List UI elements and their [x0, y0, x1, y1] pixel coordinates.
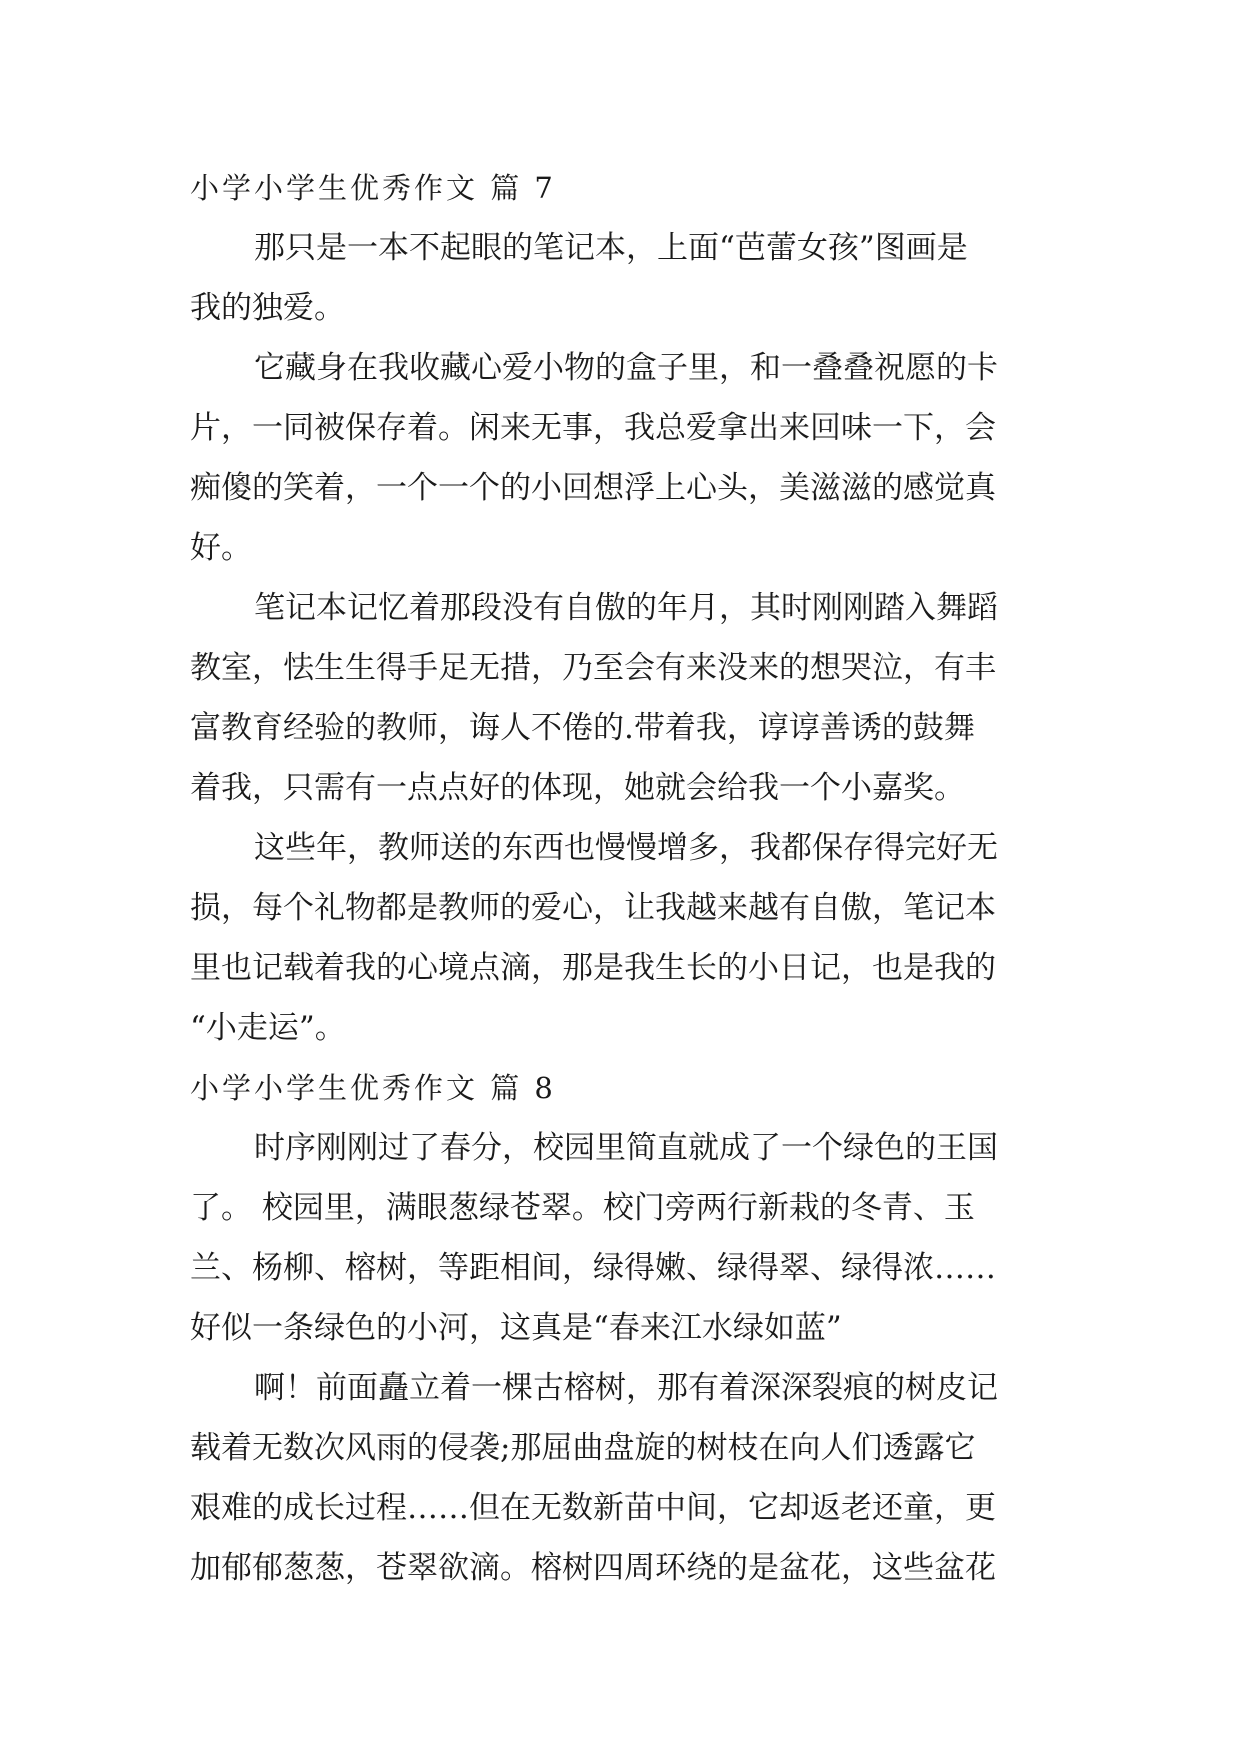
paragraph-line: 加郁郁葱葱，苍翠欲滴。榕树四周环绕的是盆花，这些盆花 [190, 1550, 996, 1586]
paragraph [190, 338, 1052, 578]
paragraph-line: 兰、杨柳、榕树，等距相间，绿得嫩、绿得翠、绿得浓…… [190, 1250, 996, 1286]
paragraph-line: 好。 [190, 530, 252, 566]
paragraph-line: 时序刚刚过了春分，校园里简直就成了一个绿色的王国 [254, 1130, 998, 1166]
paragraph-line: 我的独爱。 [190, 290, 345, 326]
paragraph-line: 了。 校园里，满眼葱绿苍翠。校门旁两行新栽的冬青、玉 [190, 1190, 975, 1226]
paragraph [190, 578, 1052, 818]
paragraph-line: 痴傻的笑着，一个一个的小回想浮上心头，美滋滋的感觉真 [190, 470, 996, 506]
paragraph-line: 笔记本记忆着那段没有自傲的年月，其时刚刚踏入舞蹈 [254, 590, 998, 626]
paragraph-line: 着我，只需有一点点好的体现，她就会给我一个小嘉奖。 [190, 770, 965, 806]
paragraph-line: 里也记载着我的心境点滴，那是我生长的小日记，也是我的 [190, 950, 996, 986]
paragraph-line: 富教育经验的教师，诲人不倦的.带着我，谆谆善诱的鼓舞 [190, 710, 975, 746]
section-heading: 小学小学生优秀作文 篇 7 [190, 171, 556, 205]
document-page [190, 158, 1052, 1598]
section-heading: 小学小学生优秀作文 篇 8 [190, 1071, 556, 1105]
paragraph-line: 载着无数次风雨的侵袭;那屈曲盘旋的树枝在向人们透露它 [190, 1430, 976, 1466]
paragraph-line: 那只是一本不起眼的笔记本，上面“芭蕾女孩”图画是 [254, 230, 968, 266]
paragraph-line: 损，每个礼物都是教师的爱心，让我越来越有自傲，笔记本 [190, 890, 996, 926]
paragraph-line: 好似一条绿色的小河，这真是“春来江水绿如蓝” [190, 1310, 842, 1346]
essay-section-8 [190, 1058, 1052, 1598]
paragraph [190, 818, 1052, 1058]
paragraph [190, 1118, 1052, 1358]
paragraph [190, 218, 1052, 338]
paragraph [190, 1358, 1052, 1598]
paragraph-line: 教室，怯生生得手足无措，乃至会有来没来的想哭泣，有丰 [190, 650, 996, 686]
paragraph-line: 这些年，教师送的东西也慢慢增多，我都保存得完好无 [254, 830, 998, 866]
paragraph-line: “小走运”。 [190, 1010, 346, 1046]
paragraph-line: 啊！前面矗立着一棵古榕树，那有着深深裂痕的树皮记 [254, 1370, 998, 1406]
paragraph-line: 片，一同被保存着。闲来无事，我总爱拿出来回味一下，会 [190, 410, 996, 446]
paragraph-line: 艰难的成长过程……但在无数新苗中间，它却返老还童，更 [190, 1490, 996, 1526]
essay-section-7 [190, 158, 1052, 1058]
paragraph-line: 它藏身在我收藏心爱小物的盒子里，和一叠叠祝愿的卡 [254, 350, 998, 386]
